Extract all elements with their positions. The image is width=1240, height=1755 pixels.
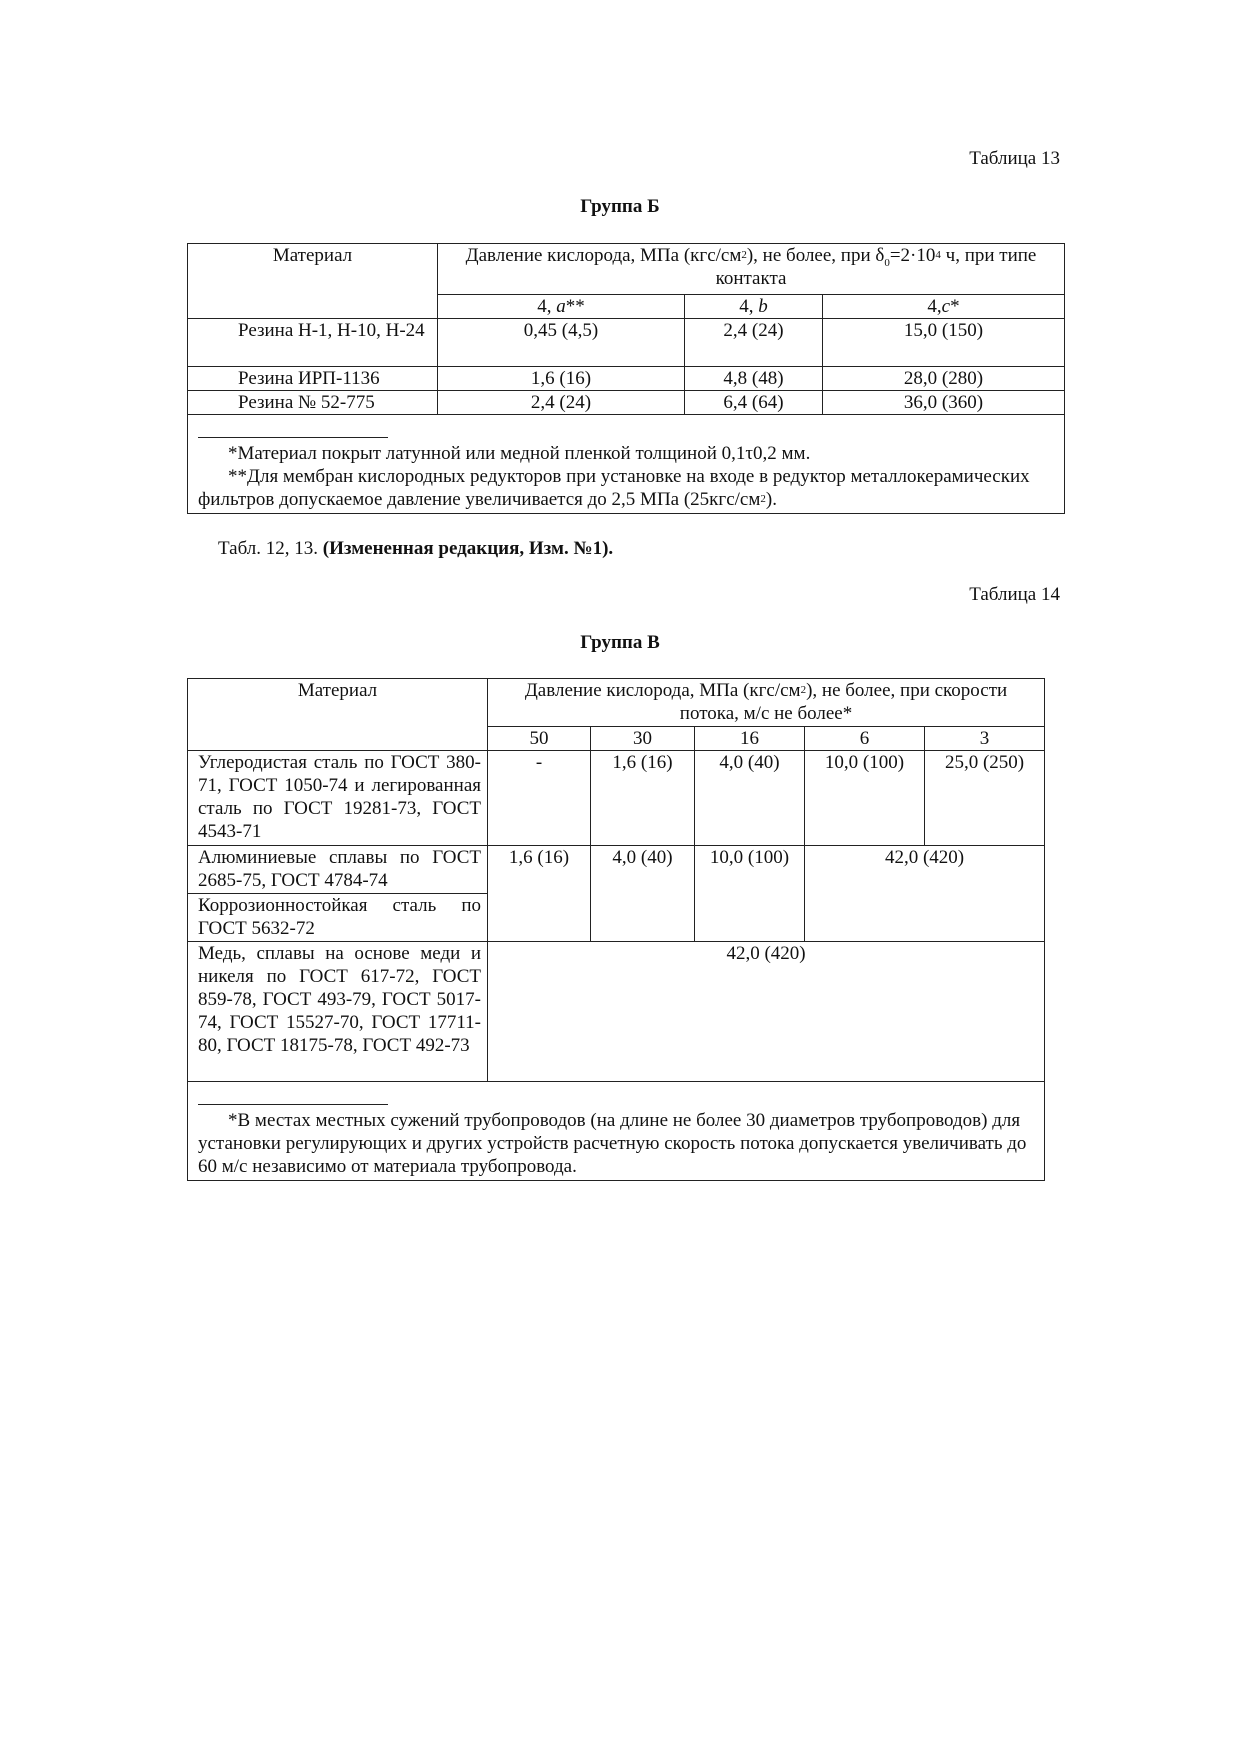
value-cell: 1,6 (16) xyxy=(438,367,685,391)
material-cell: Медь, сплавы на основе меди и никеля по ГОСТ 617-72, ГОСТ 859-78, ГОСТ 493-79, ГОСТ 5017-74, ГОСТ 15527-70, ГОСТ 17711-80, ГОСТ 18175-78, ГОСТ 492-73 xyxy=(188,942,488,1082)
speed-header: 3 xyxy=(925,727,1045,751)
table-14-group-title: Группа В xyxy=(580,632,660,653)
value-cell: 25,0 (250) xyxy=(925,751,1045,846)
value-cell: 6,4 (64) xyxy=(685,391,823,415)
header-material: Материал xyxy=(188,244,438,319)
value-cell: 0,45 (4,5) xyxy=(438,319,685,367)
header-pressure: Давление кислорода, МПа $(кгс/см^2)$, не более, при $\delta_0=2\cdot 10^4$ ч, при типе контакта xyxy=(438,244,1065,295)
table-13-footnotes xyxy=(188,415,1065,514)
footnote-divider xyxy=(198,1104,388,1105)
table-row xyxy=(188,319,1065,367)
value-cell: 36,0 (360) xyxy=(823,391,1065,415)
contact-type-b: 4, b xyxy=(685,295,823,319)
value-cell: 28,0 (280) xyxy=(823,367,1065,391)
table-row xyxy=(188,846,1045,894)
value-cell: - xyxy=(488,751,591,846)
header-material: Материал xyxy=(188,679,488,751)
table-row xyxy=(188,942,1045,1082)
table-13 xyxy=(187,243,1065,514)
value-cell: 1,6 (16) xyxy=(591,751,695,846)
value-cell: 1,6 (16) xyxy=(488,846,591,942)
speed-header: 6 xyxy=(805,727,925,751)
contact-type-c: 4,c* xyxy=(823,295,1065,319)
footnote-1: *Материал покрыт латунной или медной пленкой толщиной 0,1τ0,2 мм. xyxy=(228,443,811,464)
material-cell: Резина ИРП-1136 xyxy=(188,367,438,391)
value-cell: 10,0 (100) xyxy=(805,751,925,846)
material-cell: Резина № 52-775 xyxy=(188,391,438,415)
table-row xyxy=(188,751,1045,846)
table-13-number: Таблица 13 xyxy=(969,148,1060,169)
table-14-number: Таблица 14 xyxy=(969,584,1060,605)
value-cell: 42,0 (420) xyxy=(805,846,1045,942)
table-14-footnotes xyxy=(188,1082,1045,1181)
material-cell: Углеродистая сталь по ГОСТ 380-71, ГОСТ 1050-74 и легированная сталь по ГОСТ 19281-73, ГОСТ 4543-71 xyxy=(188,751,488,846)
value-cell: 4,0 (40) xyxy=(591,846,695,942)
contact-type-a: 4, a** xyxy=(438,295,685,319)
table-14 xyxy=(187,678,1045,1181)
speed-header: 50 xyxy=(488,727,591,751)
footnote-divider xyxy=(198,437,388,438)
material-cell: Резина Н-1, Н-10, Н-24 xyxy=(188,319,438,367)
value-cell: 15,0 (150) xyxy=(823,319,1065,367)
value-cell: 4,8 (48) xyxy=(685,367,823,391)
material-cell: Алюминиевые сплавы по ГОСТ 2685-75, ГОСТ 4784-74 xyxy=(188,846,488,894)
value-cell: 2,4 (24) xyxy=(685,319,823,367)
value-cell: 2,4 (24) xyxy=(438,391,685,415)
material-cell: Коррозионностойкая сталь по ГОСТ 5632-72 xyxy=(188,894,488,942)
speed-header: 16 xyxy=(695,727,805,751)
footnote-1: *В местах местных сужений трубопроводов (на длине не более 30 диаметров трубопроводов) для установки регулирующих и других устройств расчетную скорость потока допускается увеличивать до 60 м/с независимо от материала трубопровода. xyxy=(198,1110,1027,1177)
table-row xyxy=(188,367,1065,391)
table-13-group-title: Группа Б xyxy=(580,196,660,217)
speed-header: 30 xyxy=(591,727,695,751)
footnote-2: **Для мембран кислородных редукторов при установке на входе в редуктор металлокерамических фильтров допускаемое давление увеличивается до 2,5 МПа $(25кгс/см^2)$. xyxy=(198,466,1030,510)
table-row xyxy=(188,391,1065,415)
value-cell: 10,0 (100) xyxy=(695,846,805,942)
value-cell: 4,0 (40) xyxy=(695,751,805,846)
header-pressure: Давление кислорода, МПа $(кгс/см^2)$, не более, при скорости потока, м/с не более* xyxy=(488,679,1045,727)
amendment-note: Табл. 12, 13. (Измененная редакция, Изм. №1). xyxy=(218,538,614,559)
value-cell: 42,0 (420) xyxy=(488,942,1045,1082)
